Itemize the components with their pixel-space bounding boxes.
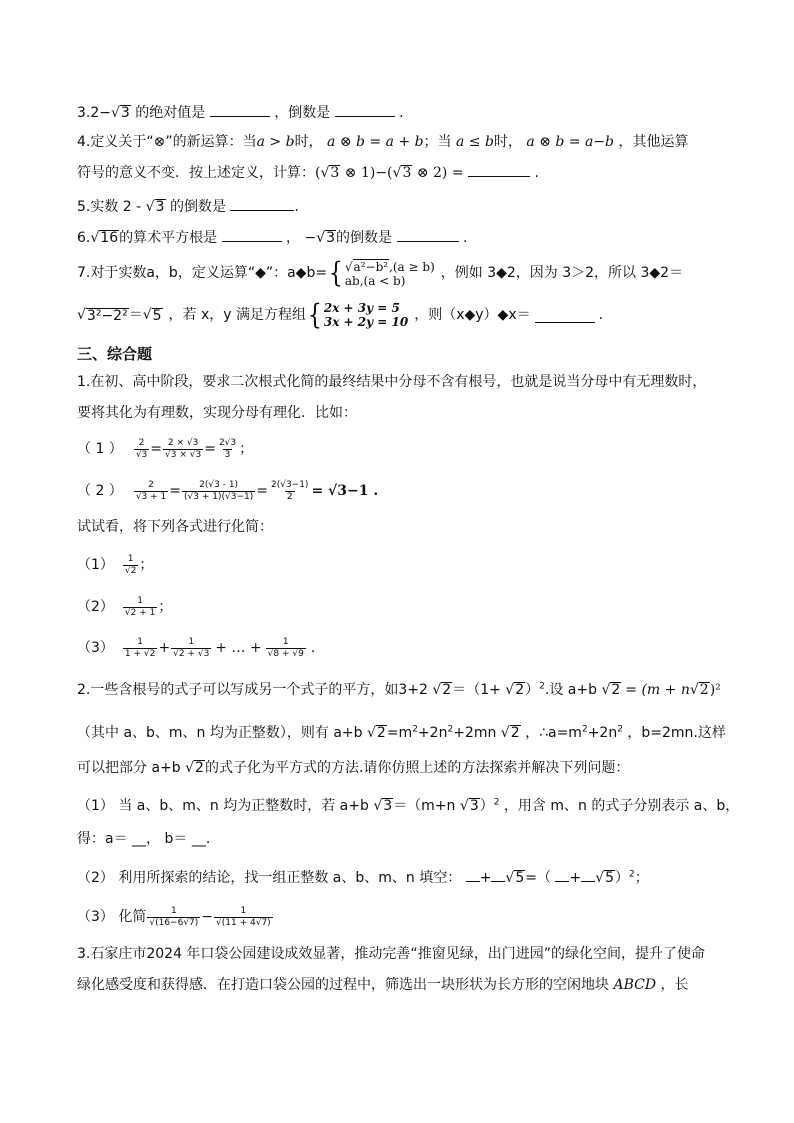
q7-text: ，例如 3◆2，因为 3＞2，所以 3◆2＝ bbox=[440, 265, 684, 281]
example-result: = √3−1 . bbox=[311, 483, 379, 499]
p2-text: ） bbox=[615, 870, 630, 886]
left-brace: { bbox=[328, 256, 344, 289]
otimes-symbol: ⊗ bbox=[153, 134, 166, 150]
p2-math: )² bbox=[709, 682, 721, 698]
numerator: 1 bbox=[188, 636, 195, 647]
p2-text: ） bbox=[525, 682, 540, 698]
p3-text: ，长 bbox=[660, 977, 689, 993]
equation-2: 3x + 2y = 10 bbox=[323, 315, 409, 329]
q5-text: 的倒数是 bbox=[169, 199, 226, 215]
fraction bbox=[269, 480, 310, 503]
piecewise-definition bbox=[327, 258, 435, 288]
p1-line-1: 1.在初、高中阶段，要求二次根式化简的最终结果中分母不含有根号，也就是说当分母中有无理数时， bbox=[77, 374, 707, 390]
numerator: 2 bbox=[148, 479, 154, 490]
piece-row-1 bbox=[345, 259, 435, 274]
numerator: 2 bbox=[138, 437, 145, 448]
exponent: 2 bbox=[539, 681, 545, 692]
radicand: 5 bbox=[605, 870, 615, 886]
exponent: 2 bbox=[629, 869, 635, 880]
p2-text: （2） 利用所探索的结论，找一组正整数 a、b、m、n 填空： bbox=[77, 870, 462, 886]
numerator: 1 bbox=[127, 553, 134, 564]
denominator: 1 + √2 bbox=[124, 648, 156, 659]
radicand: 3²−2² bbox=[86, 307, 128, 324]
answer-blank[interactable] bbox=[466, 869, 480, 882]
radicand: 2 bbox=[195, 760, 204, 776]
expr-part: ( bbox=[315, 165, 321, 181]
radicand: 2 bbox=[699, 682, 709, 698]
denominator: 3 bbox=[224, 449, 231, 460]
radicand: 2 bbox=[442, 682, 452, 698]
radicand: 3 bbox=[402, 165, 412, 181]
fraction bbox=[123, 637, 157, 660]
sqrt-sign: √ bbox=[459, 798, 469, 814]
denominator: (√3 + 1)(√3−1) bbox=[184, 491, 254, 502]
q4-text: ，其他运算 bbox=[618, 134, 689, 150]
fraction bbox=[123, 596, 157, 619]
p2-line-1 bbox=[77, 680, 721, 700]
p2-text: + bbox=[479, 870, 492, 886]
fraction bbox=[163, 438, 203, 461]
radicand: 5 bbox=[152, 307, 162, 324]
subquestion-label: （2） bbox=[77, 599, 114, 615]
numerator: 2 × √3 bbox=[167, 437, 199, 448]
radicand: 3 bbox=[469, 798, 479, 814]
p2-text: + bbox=[569, 870, 582, 886]
denominator: √8 + √9 bbox=[267, 648, 304, 659]
p2-line-3 bbox=[77, 758, 629, 778]
sqrt-sign: √ bbox=[366, 725, 376, 741]
q7-text: ，若 x，y 满足方程组 bbox=[168, 307, 307, 323]
q3-text: 3.2− bbox=[77, 105, 111, 121]
q4-text: ；当 bbox=[423, 134, 452, 150]
p2-text: =（ bbox=[525, 870, 551, 886]
radicand: a²−b² bbox=[353, 259, 389, 274]
p2-text: 的式子化为平方式的方法.请你仿照上述的方法探索并解决下列问题： bbox=[204, 760, 630, 776]
sqrt-sign: √ bbox=[689, 682, 699, 698]
denominator: √(16−6√7) bbox=[149, 917, 199, 928]
p1-subquestion-2 bbox=[77, 592, 172, 622]
fraction bbox=[266, 637, 306, 660]
radicand: 16 bbox=[100, 230, 119, 246]
sqrt-sign: √ bbox=[320, 165, 330, 181]
answer-blank[interactable] bbox=[335, 102, 395, 117]
exponent: 2 bbox=[412, 724, 418, 735]
sqrt-sign: √ bbox=[77, 307, 86, 323]
sqrt-sign: √ bbox=[500, 725, 510, 741]
denominator: √2 + √3 bbox=[173, 648, 210, 659]
numerator: 2(√3−1) bbox=[270, 479, 309, 490]
punctuation: ； bbox=[158, 599, 173, 615]
piece-row-2: ab,(a < b) bbox=[344, 273, 406, 288]
p2-text: +2n bbox=[587, 725, 618, 741]
question-7-line-1 bbox=[77, 256, 683, 290]
sqrt-sign: √ bbox=[373, 798, 383, 814]
subquestion-label: （1） bbox=[77, 557, 114, 573]
denominator: √(11 + 4√7) bbox=[216, 917, 271, 928]
question-5 bbox=[77, 196, 299, 217]
punctuation: . bbox=[310, 640, 316, 656]
q4-text: 符号的意义不变．按上述定义，计算： bbox=[77, 165, 315, 181]
radicand: 3 bbox=[330, 165, 340, 181]
p2-text: +2n bbox=[417, 725, 448, 741]
p2-question-3 bbox=[77, 902, 274, 932]
radicand: 5 bbox=[515, 870, 525, 886]
q6-text: ， bbox=[286, 230, 301, 246]
p2-line-2 bbox=[77, 723, 726, 743]
exponent: 2 bbox=[617, 724, 623, 735]
q5-text: 5.实数 2 - bbox=[77, 199, 142, 215]
answer-blank[interactable] bbox=[210, 102, 270, 117]
p2-text: ，b=2mn.这样 bbox=[627, 725, 726, 741]
fraction bbox=[134, 480, 168, 503]
subquestion-label: （3） bbox=[77, 640, 114, 656]
q6-text: . bbox=[462, 230, 468, 246]
left-brace: { bbox=[307, 298, 323, 331]
p1-line-2: 要将其化为有理数，实现分母有理化．比如： bbox=[77, 405, 357, 421]
answer-blank[interactable] bbox=[468, 162, 530, 177]
example-label: （ 1 ） bbox=[77, 441, 123, 457]
sqrt-sign: √ bbox=[505, 870, 515, 886]
punctuation: ； bbox=[139, 557, 154, 573]
q7-text: ，则（x◆y）◆x＝ bbox=[414, 307, 531, 323]
q3-text: ，倒数是 bbox=[274, 105, 331, 121]
denominator: 2 bbox=[286, 491, 293, 502]
p1-example-1: （ 1 ） $\frac{2}{√3}$ = $\frac{2 \times √3}{√3 \times √3}$ = $\frac{2√3}{3}$ ； bbox=[77, 437, 254, 460]
section-title: 三、综合题 bbox=[77, 345, 153, 363]
denominator: √3 + 1 bbox=[135, 491, 167, 502]
p2-question-2 bbox=[77, 868, 649, 888]
radicand: 3 bbox=[120, 105, 130, 121]
question-3 bbox=[77, 102, 404, 123]
p1-subquestion-3: （3） $\frac{1}{1 + √2}$ + $\frac{1}{√2 + √3}$ + … + $\frac{1}{√8 + √9}$ . bbox=[77, 636, 316, 659]
ellipsis-sum: + … + bbox=[215, 640, 262, 656]
sqrt-sign: √ bbox=[344, 259, 353, 274]
radicand: 3 bbox=[383, 798, 393, 814]
sqrt-sign: √ bbox=[392, 165, 402, 181]
question-4-line-1 bbox=[77, 132, 688, 152]
punctuation: ； bbox=[239, 441, 254, 457]
p2-text: （1） 当 a、b、m、n 均为正整数时，若 a+b bbox=[77, 798, 369, 814]
p2-math: = (m + n bbox=[625, 682, 690, 698]
radicand: 2 bbox=[611, 682, 621, 698]
q6-text: 的倒数是 bbox=[336, 230, 393, 246]
denominator: √3 × √3 bbox=[165, 449, 202, 460]
radicand: 3 bbox=[155, 199, 165, 215]
example-label: （ 2 ） bbox=[77, 483, 123, 499]
sqrt-sign: √ bbox=[90, 230, 100, 246]
sqrt-sign: √ bbox=[505, 682, 515, 698]
expr-part: ⊗ 1)−( bbox=[344, 165, 393, 181]
sqrt-sign: √ bbox=[595, 870, 605, 886]
fraction bbox=[134, 438, 149, 461]
answer-blank[interactable] bbox=[555, 869, 569, 882]
numerator: 2√3 bbox=[218, 437, 237, 448]
denominator: √3 bbox=[135, 449, 148, 460]
exponent: 2 bbox=[581, 724, 588, 735]
p3-line-2 bbox=[77, 975, 689, 995]
sqrt-sign: √ bbox=[111, 105, 120, 121]
question-7-line-2 bbox=[77, 298, 603, 332]
p2-text: ＝（1+ bbox=[452, 682, 501, 698]
p1-try-line: 试试看，将下列各式进行化简： bbox=[77, 519, 273, 535]
q4-text: 4.定义关于“ bbox=[77, 134, 154, 150]
sqrt-sign: √ bbox=[432, 682, 442, 698]
numerator: 1 bbox=[137, 595, 144, 606]
p2-text: ＝（m+n bbox=[393, 798, 456, 814]
numerator: 1 bbox=[282, 636, 289, 647]
minus-sign: − bbox=[201, 909, 214, 925]
p2-text: ，用含 m、n 的式子分别表示 a、b， bbox=[503, 798, 740, 814]
p1-example-2: （ 2 ） $\frac{2}{√3 + 1}$ = $\frac{2(√3 - 1)}{(√3 + 1)(√3-1)}$ = $\frac{2(√3-1)}{2}$ = √3−1 . bbox=[77, 479, 379, 502]
numerator: 1 bbox=[137, 636, 144, 647]
p2-text: 可以把部分 a+b bbox=[77, 760, 181, 776]
p2-text: ； bbox=[634, 870, 649, 886]
q7-text: ＝ bbox=[128, 307, 143, 323]
answer-blank[interactable] bbox=[230, 196, 294, 211]
exponent: 2 bbox=[447, 724, 454, 735]
p2-text: +2mn bbox=[453, 725, 497, 741]
p2-question-1-answer: 得：a＝ __， b＝ __. bbox=[77, 831, 211, 847]
q4-text: . bbox=[534, 165, 539, 181]
expr-part: ⊗ 2) = bbox=[416, 165, 464, 181]
radicand: 3 bbox=[326, 230, 336, 246]
p2-text: 2.一些含根号的式子可以写成另一个式子的平方，如3+2 bbox=[77, 682, 428, 698]
fraction bbox=[123, 554, 138, 577]
p2-text: ，∴a=m bbox=[525, 725, 582, 741]
rule-1: a ⊗ b = a + b bbox=[327, 134, 424, 150]
q6-text: 的算术平方根是 bbox=[119, 230, 218, 246]
p1-subquestion-1 bbox=[77, 550, 153, 580]
numerator: 1 bbox=[170, 905, 177, 916]
q4-text: 时， bbox=[493, 134, 522, 150]
sqrt-sign: √ bbox=[145, 199, 155, 215]
fraction bbox=[214, 906, 273, 929]
minus-sign: − bbox=[304, 230, 317, 246]
p2-text: （3） 化简 bbox=[77, 909, 147, 925]
q5-text: . bbox=[294, 199, 299, 215]
q4-text: 时， bbox=[294, 134, 323, 150]
rule-2: a ⊗ b = a−b bbox=[526, 134, 615, 150]
radicand: 2 bbox=[510, 725, 520, 741]
answer-blank[interactable] bbox=[491, 869, 505, 882]
sqrt-sign: √ bbox=[316, 230, 326, 246]
fraction bbox=[171, 637, 211, 660]
radicand: 2 bbox=[376, 725, 386, 741]
denominator: √2 bbox=[124, 565, 137, 576]
fraction bbox=[182, 480, 255, 503]
question-4-line-2 bbox=[77, 162, 539, 183]
answer-blank[interactable] bbox=[535, 308, 595, 323]
numerator: 1 bbox=[240, 905, 247, 916]
answer-blank[interactable] bbox=[581, 869, 595, 882]
sqrt-sign: √ bbox=[185, 760, 195, 776]
p3-line-1: 3.石家庄市2024 年口袋公园建设成效显著，推动完善“推窗见绿，出门进园”的绿化空间，提升了使命 bbox=[77, 946, 705, 962]
p3-text: 绿化感受度和获得感．在打造口袋公园的过程中，筛选出一块形状为长方形的空闲地块 bbox=[77, 977, 609, 993]
sqrt-sign: √ bbox=[142, 307, 152, 323]
p2-text: .设 a+b bbox=[544, 682, 597, 698]
exponent: 2 bbox=[493, 797, 500, 808]
p2-text: =m bbox=[386, 725, 413, 741]
plot-label: ABCD bbox=[613, 977, 657, 993]
piece-condition: ,(a ≥ b) bbox=[389, 259, 435, 274]
q7-text: 7.对于实数a，b，定义运算“◆”：a◆b= bbox=[77, 265, 328, 281]
q3-text: 的绝对值是 bbox=[135, 105, 206, 121]
numerator: 2(√3 - 1) bbox=[199, 479, 239, 490]
equation-1: 2x + 3y = 5 bbox=[323, 301, 400, 315]
answer-blank[interactable] bbox=[397, 227, 459, 242]
condition-2: a ≤ b bbox=[456, 134, 494, 150]
radicand: 2 bbox=[515, 682, 525, 698]
fraction bbox=[217, 438, 238, 461]
denominator: √2 + 1 bbox=[124, 607, 156, 618]
q6-text: 6. bbox=[77, 230, 91, 246]
p2-question-1 bbox=[77, 796, 739, 816]
p2-text: ） bbox=[479, 798, 494, 814]
equation-system bbox=[306, 300, 408, 330]
q3-text: . bbox=[399, 105, 404, 121]
q4-text: ”的新运算：当 bbox=[165, 134, 257, 150]
answer-blank[interactable] bbox=[222, 227, 282, 242]
fraction bbox=[147, 906, 200, 929]
condition-1: a > b bbox=[256, 134, 295, 150]
q7-text: . bbox=[598, 307, 604, 323]
p2-text: （其中 a、b、m、n 均为正整数），则有 a+b bbox=[77, 725, 363, 741]
question-6 bbox=[77, 227, 467, 248]
sqrt-sign: √ bbox=[601, 682, 611, 698]
